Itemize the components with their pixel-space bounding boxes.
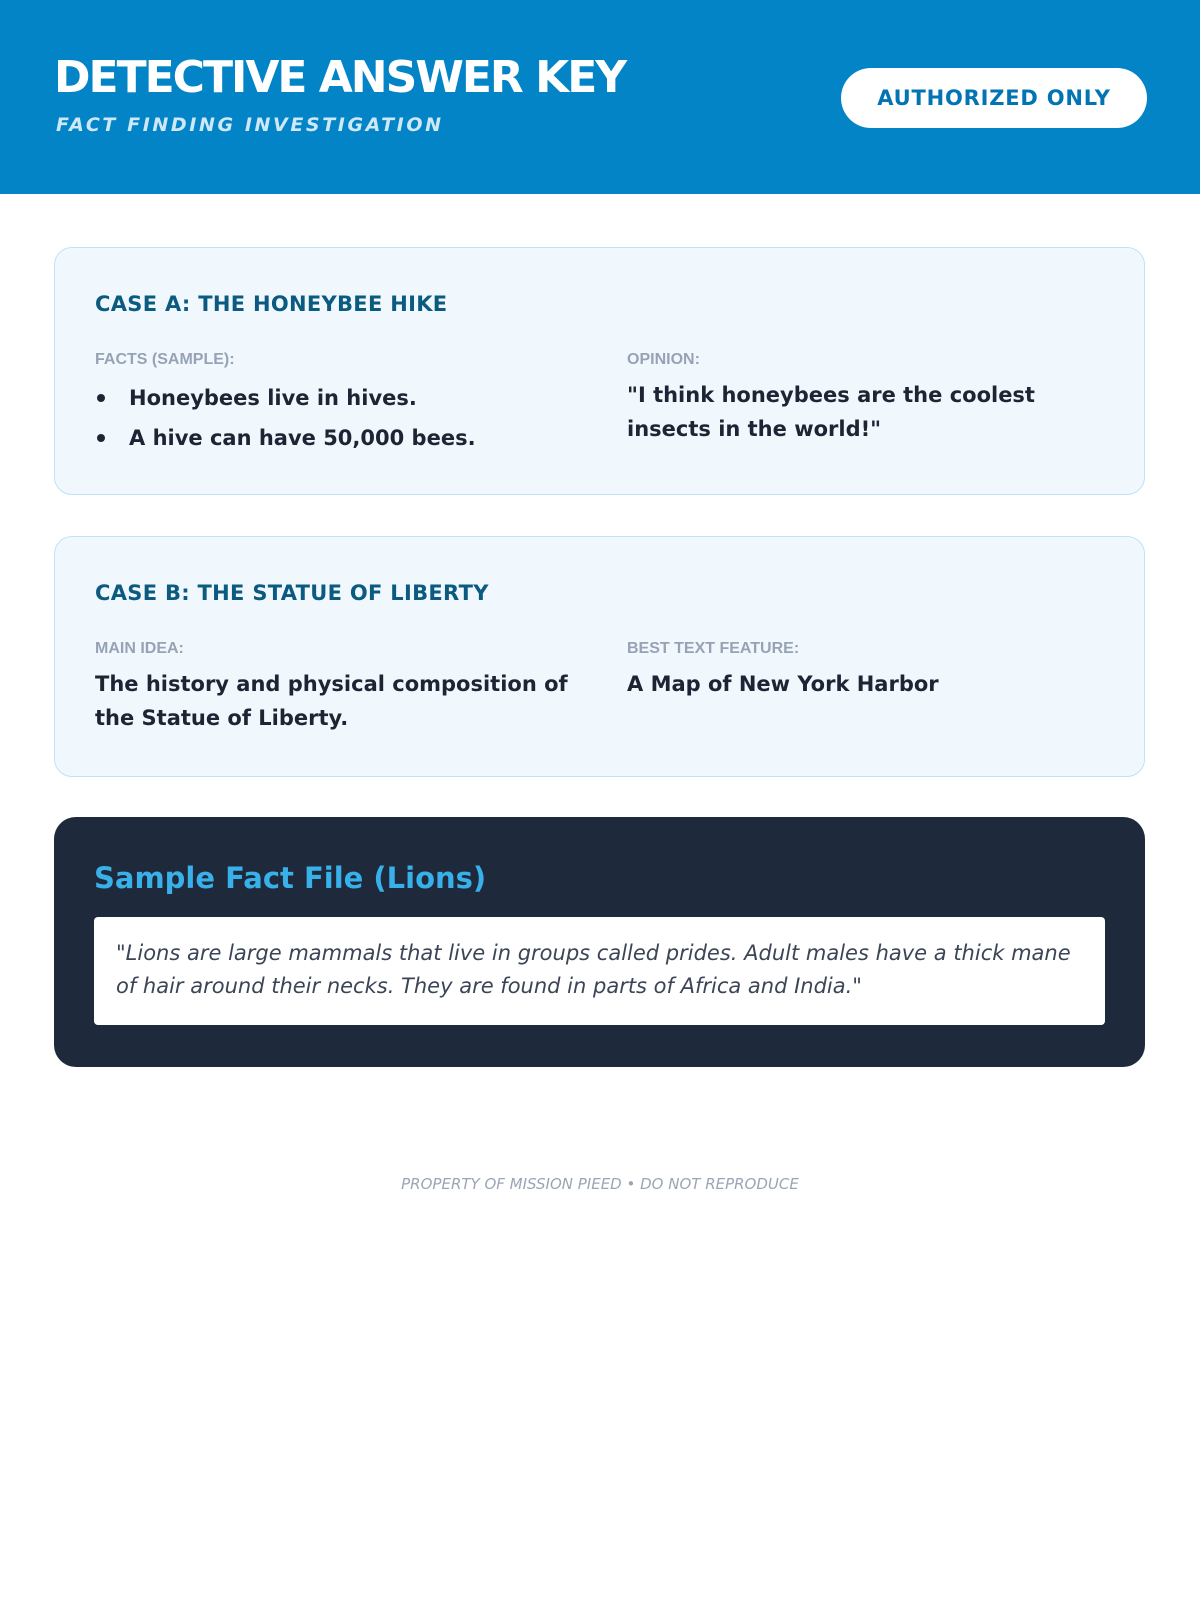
authorized-badge: AUTHORIZED ONLY <box>841 68 1147 128</box>
facts-label: FACTS (SAMPLE): <box>95 351 235 368</box>
fact-file-title: Sample Fact File (Lions) <box>94 861 487 895</box>
case-b-card <box>54 536 1145 777</box>
main-idea-label: MAIN IDEA: <box>95 640 184 657</box>
fact-file-text: "Lions are large mammals that live in groups called prides. Adult males have a thick mane of hair around their necks. They are found in parts of Africa and India." <box>116 941 1071 998</box>
case-a-title: CASE A: THE HONEYBEE HIKE <box>95 292 448 316</box>
fact-text: Honeybees live in hives. <box>129 386 417 410</box>
sample-fact-file <box>54 817 1145 1067</box>
case-b-title: CASE B: THE STATUE OF LIBERTY <box>95 581 489 605</box>
main-idea-text: The history and physical composition of the Statue of Liberty. <box>95 672 568 730</box>
text-feature-label: BEST TEXT FEATURE: <box>627 640 800 657</box>
footer-notice: PROPERTY OF MISSION PIEED • DO NOT REPRODUCE <box>401 1175 799 1193</box>
case-a-card <box>54 247 1145 495</box>
opinion-label: OPINION: <box>627 351 700 368</box>
case-b-main-idea <box>95 641 575 735</box>
list-item <box>95 378 575 418</box>
bullet-icon <box>97 434 105 442</box>
case-a-facts <box>95 352 575 458</box>
text-feature-text: A Map of New York Harbor <box>627 672 939 696</box>
header-banner <box>0 0 1200 194</box>
facts-list <box>95 378 575 458</box>
case-a-opinion <box>627 352 1117 446</box>
case-b-text-feature <box>627 641 1117 701</box>
page-subtitle: FACT FINDING INVESTIGATION <box>56 114 444 136</box>
opinion-text: "I think honeybees are the coolest insects in the world!" <box>627 383 1035 441</box>
list-item <box>95 418 575 458</box>
fact-file-box <box>94 917 1105 1025</box>
bullet-icon <box>97 394 105 402</box>
fact-text: A hive can have 50,000 bees. <box>129 426 476 450</box>
page-title: DETECTIVE ANSWER KEY <box>54 52 626 103</box>
